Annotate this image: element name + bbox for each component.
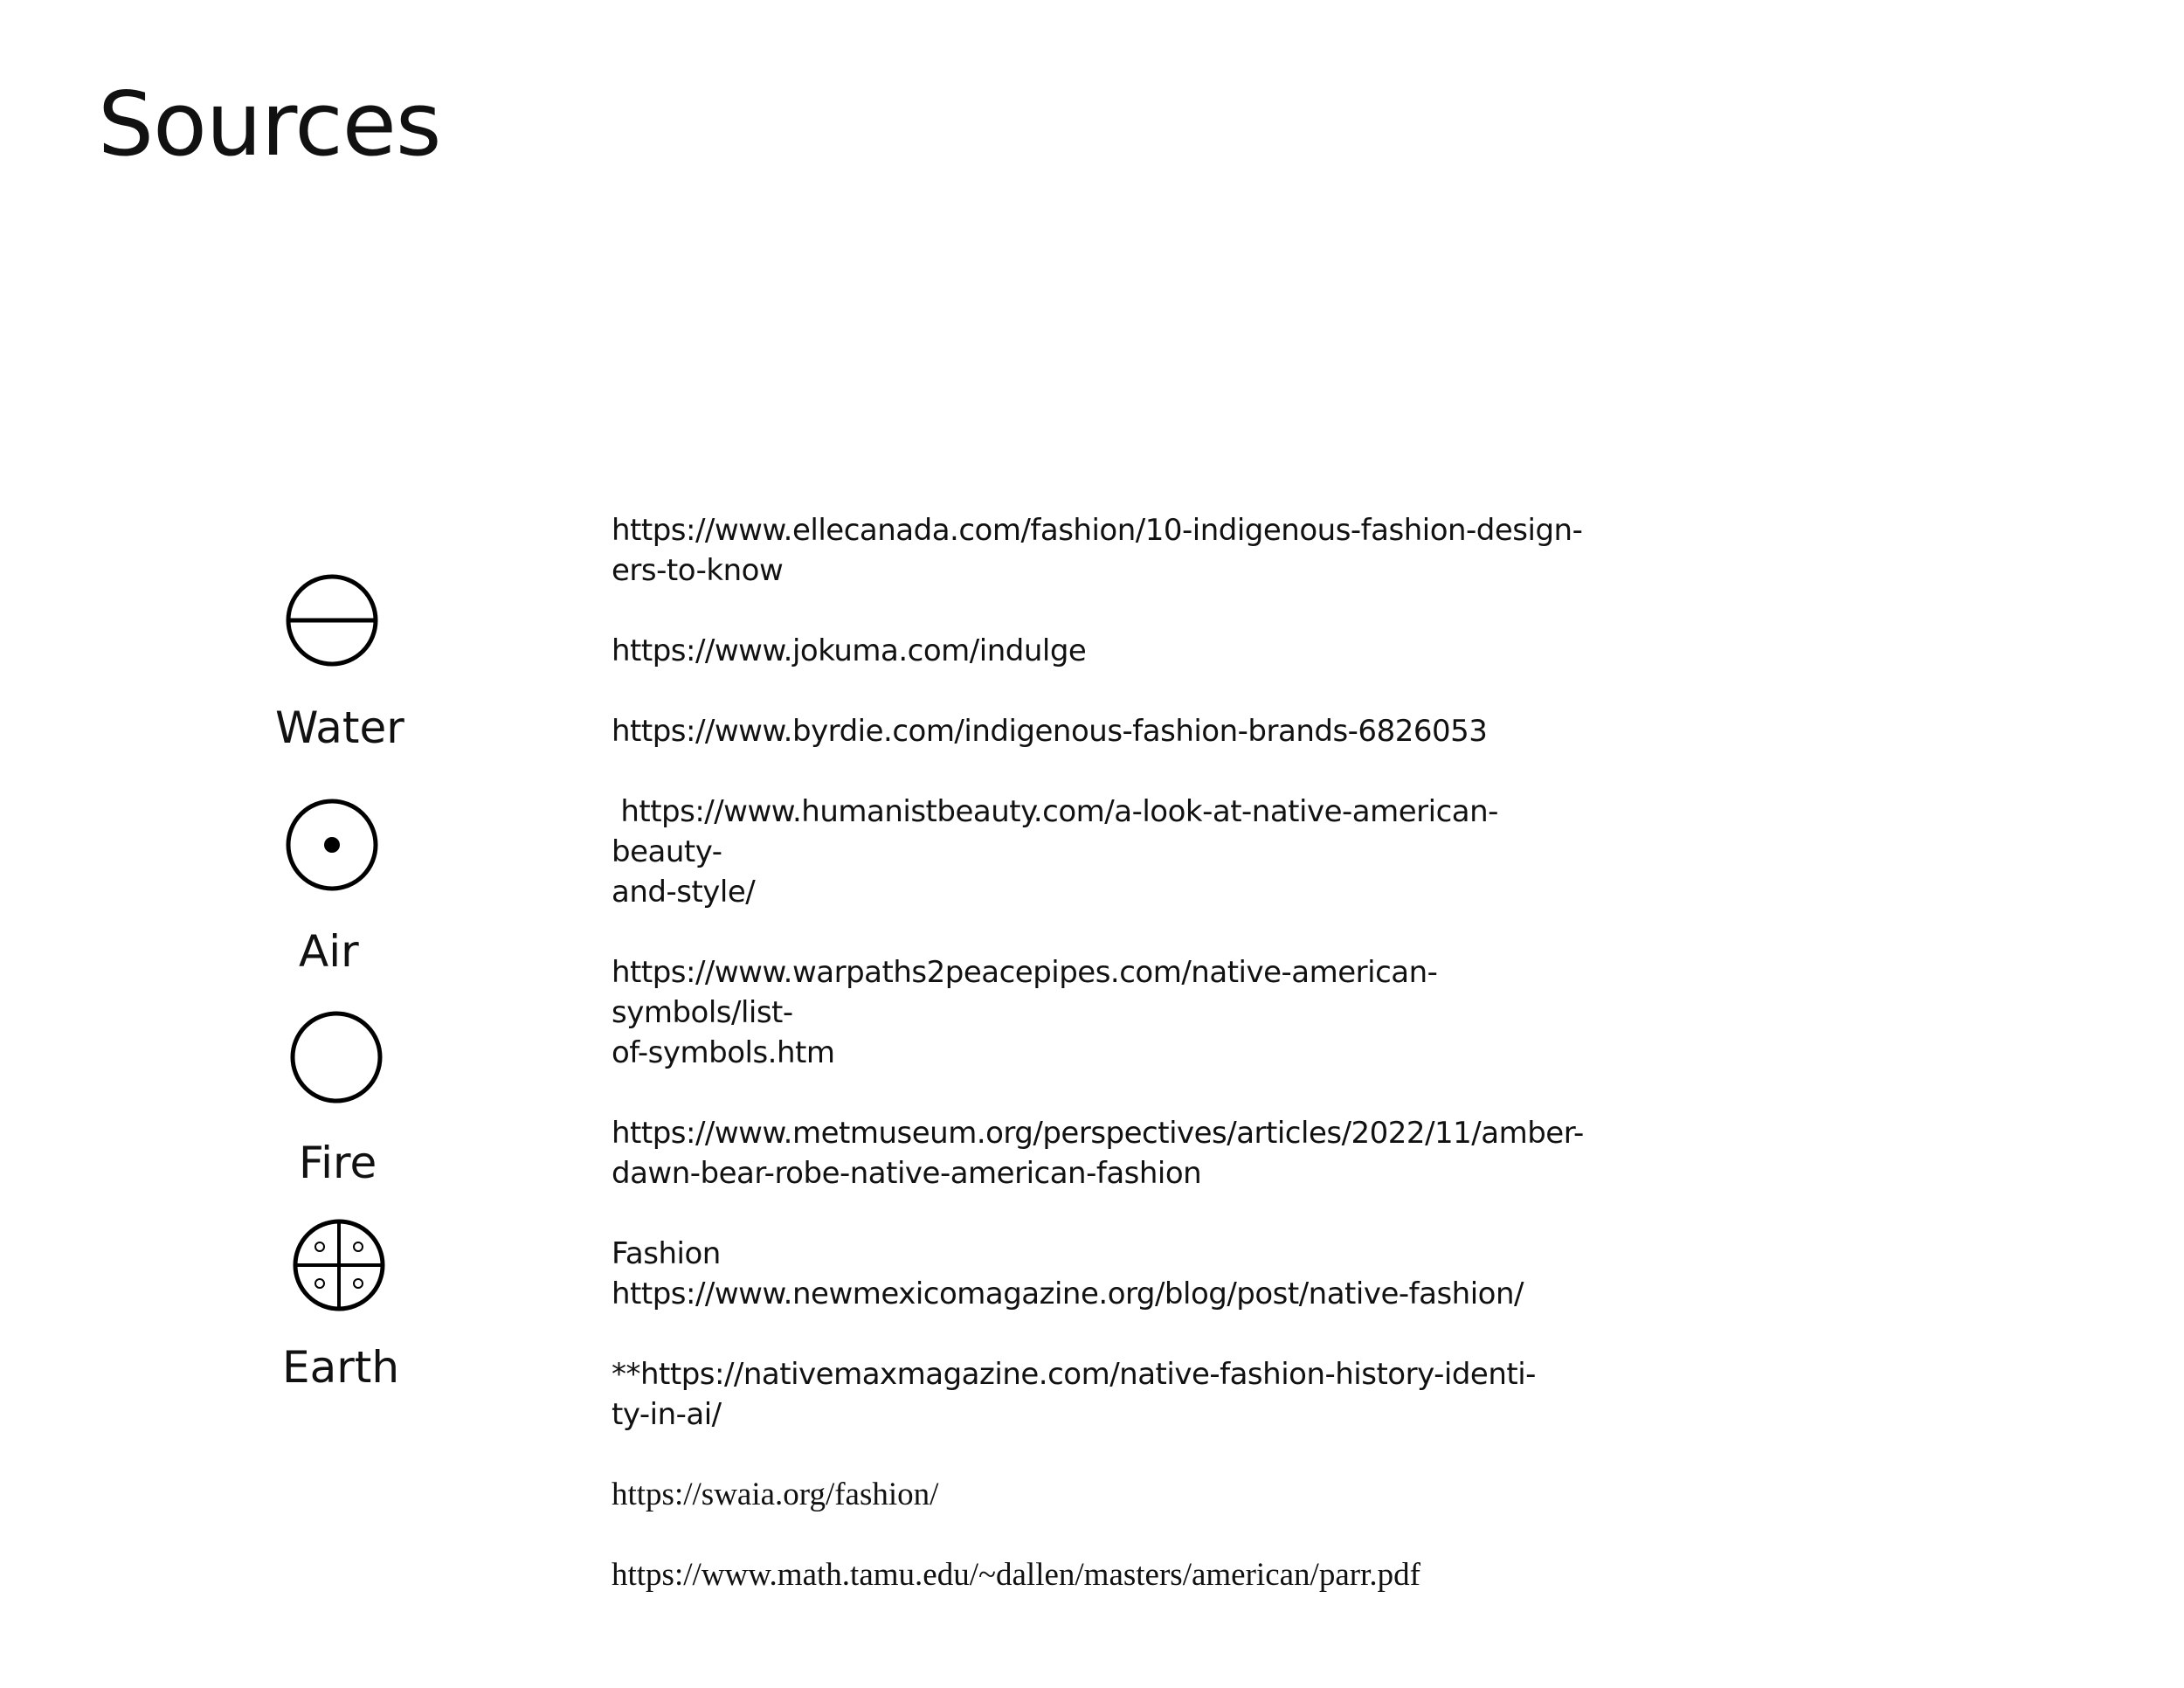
- legend-label-earth: Earth: [282, 1342, 400, 1393]
- source-link[interactable]: https://swaia.org/fashion/: [612, 1477, 939, 1512]
- legend-label-air: Air: [299, 926, 359, 977]
- air-symbol-icon: [284, 797, 380, 893]
- legend-label-fire: Fire: [299, 1138, 377, 1188]
- page-title: Sources: [98, 73, 441, 176]
- earth-symbol-icon: [291, 1217, 387, 1313]
- source-link[interactable]: https://www.math.tamu.edu/~dallen/masters/american/parr.pdf: [612, 1557, 1420, 1593]
- source-link[interactable]: https://www.ellecanada.com/fashion/10-indigenous-fashion-design- ers-to-know: [612, 513, 1583, 588]
- source-link[interactable]: Fashion https://www.newmexicomagazine.org/blog/post/native-fashion/: [612, 1236, 1524, 1311]
- source-link[interactable]: https://www.jokuma.com/indulge: [612, 633, 1087, 668]
- water-symbol-icon: [284, 572, 380, 668]
- source-link[interactable]: https://www.humanistbeauty.com/a-look-at-native-american-beauty- and-style/: [612, 794, 1498, 910]
- fire-symbol-icon: [288, 1009, 384, 1105]
- legend-label-water: Water: [275, 702, 404, 753]
- source-link[interactable]: https://www.warpaths2peacepipes.com/native-american-symbols/list- of-symbols.htm: [612, 955, 1438, 1070]
- sources-list: [612, 510, 1590, 1636]
- source-link[interactable]: **https://nativemaxmagazine.com/native-fashion-history-identi- ty-in-ai/: [612, 1357, 1536, 1432]
- elements-legend: [262, 0, 419, 1688]
- source-link[interactable]: https://www.byrdie.com/indigenous-fashion-brands-6826053: [612, 714, 1488, 749]
- source-link[interactable]: https://www.metmuseum.org/perspectives/articles/2022/11/amber- dawn-bear-robe-native-american-fashion: [612, 1116, 1584, 1191]
